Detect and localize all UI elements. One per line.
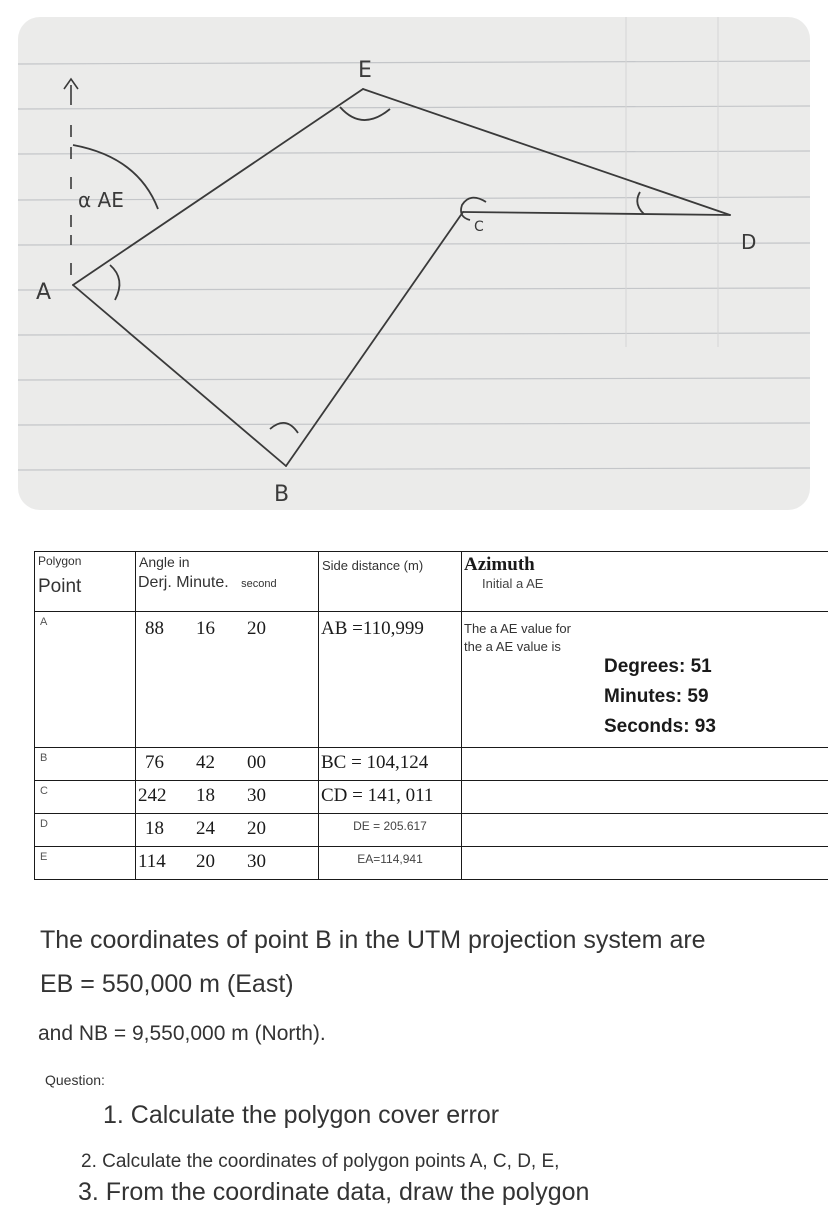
header-polygon-label: Polygon: [38, 554, 82, 568]
cell-azimuth-note: [462, 612, 828, 748]
header-second: second: [241, 578, 277, 590]
header-side-distance: [319, 552, 462, 612]
question-item: 3. From the coordinate data, draw the polygon: [78, 1178, 590, 1206]
angle-seconds: 30: [247, 851, 266, 872]
angle-minutes: 20: [196, 851, 215, 872]
angle-seconds: 20: [247, 618, 266, 639]
easting-line: EB = 550,000 m (East): [40, 970, 294, 998]
cell-angle: [136, 781, 319, 814]
header-azimuth: [462, 552, 828, 612]
polygon-sketch: [18, 17, 810, 510]
angle-degrees: 88: [145, 618, 164, 639]
edge-dc: [463, 212, 730, 215]
cell-point: E: [35, 847, 136, 880]
cell-angle: [136, 814, 319, 847]
polygon-sketch-svg: [18, 17, 810, 510]
angle-seconds: 30: [247, 785, 266, 806]
header-angle-in: Angle in: [139, 554, 190, 570]
cell-point: D: [35, 814, 136, 847]
header-angle: [136, 552, 319, 612]
angle-seconds: 20: [247, 818, 266, 839]
table-header-row: [35, 552, 828, 612]
cell-distance: CD = 141, 011: [319, 781, 462, 814]
cell-azimuth: [462, 781, 828, 814]
angle-minutes: 18: [196, 785, 215, 806]
azimuth-note-line2: the a AE value is: [464, 639, 561, 654]
edge-ae: [73, 89, 363, 285]
label-e: E: [358, 58, 372, 83]
question-item: 1. Calculate the polygon cover error: [103, 1101, 500, 1129]
edge-cb: [286, 212, 463, 466]
cell-distance: AB =110,999: [319, 612, 462, 748]
header-azimuth-label: Azimuth: [464, 554, 535, 575]
header-deg-min: Derj. Minute.: [138, 574, 229, 591]
label-d: D: [741, 230, 757, 254]
utm-sentence: The coordinates of point B in the UTM projection system are: [40, 926, 706, 954]
angle-d-arc: [637, 192, 644, 214]
header-side-distance-label: Side distance (m): [322, 558, 424, 573]
angle-a-arc: [110, 265, 119, 300]
polygon-data-table: [34, 551, 828, 880]
cell-distance: DE = 205.617: [319, 814, 462, 847]
angle-c-arc: [461, 198, 486, 220]
cell-point: C: [35, 781, 136, 814]
northing-line: and NB = 9,550,000 m (North).: [38, 1022, 326, 1045]
angle-seconds: 00: [247, 752, 266, 773]
cell-distance: EA=114,941: [319, 847, 462, 880]
ruled-lines: [18, 61, 810, 470]
question-label: Question:: [45, 1072, 105, 1088]
table-row: [35, 814, 828, 847]
cell-point: B: [35, 748, 136, 781]
table-row: [35, 847, 828, 880]
angle-minutes: 24: [196, 818, 215, 839]
label-azimuth-ae: α AE: [78, 188, 124, 212]
angle-minutes: 42: [196, 752, 215, 773]
azimuth-note-line1: The a AE value for: [464, 621, 571, 636]
angle-minutes: 16: [196, 618, 215, 639]
cell-angle: [136, 748, 319, 781]
cell-azimuth: [462, 748, 828, 781]
table-row: [35, 612, 828, 748]
cell-azimuth: [462, 814, 828, 847]
header-point: [35, 552, 136, 612]
question-item: 2. Calculate the coordinates of polygon points A, C, D, E,: [81, 1151, 560, 1172]
faint-background-lines: [626, 17, 718, 347]
angle-degrees: 76: [145, 752, 164, 773]
angle-e-arc: [340, 107, 390, 120]
angle-degrees: 242: [138, 785, 167, 806]
label-a: A: [36, 280, 52, 305]
header-point-label: Point: [38, 576, 82, 597]
cell-point: A: [35, 612, 136, 748]
table-row: [35, 748, 828, 781]
label-b: B: [274, 482, 290, 507]
table-row: [35, 781, 828, 814]
label-c: C: [474, 219, 484, 235]
cell-angle: [136, 847, 319, 880]
cell-angle: [136, 612, 319, 748]
polygon-edges: [73, 89, 730, 466]
azimuth-minutes: Minutes: 59: [604, 686, 709, 707]
cell-azimuth: [462, 847, 828, 880]
azimuth-degrees: Degrees: 51: [604, 656, 712, 677]
edge-ba: [73, 285, 286, 466]
cell-distance: BC = 104,124: [319, 748, 462, 781]
header-initial-label: Initial a AE: [482, 576, 544, 591]
azimuth-seconds: Seconds: 93: [604, 716, 716, 737]
angle-degrees: 18: [145, 818, 164, 839]
angle-degrees: 114: [138, 851, 166, 872]
